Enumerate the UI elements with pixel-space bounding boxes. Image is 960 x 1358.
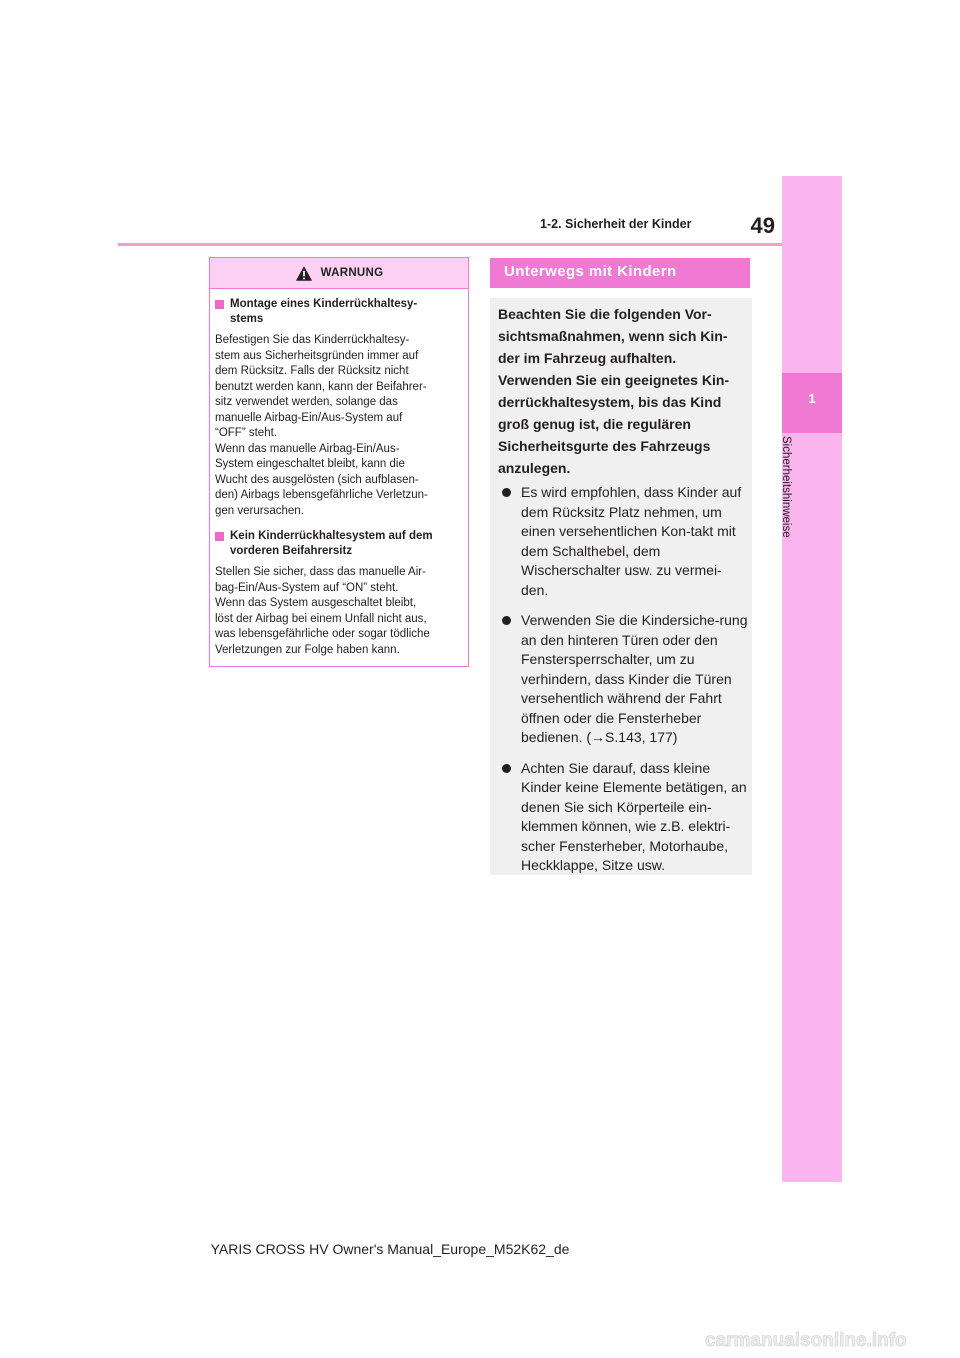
warning-box — [209, 257, 469, 667]
square-bullet-icon — [215, 532, 224, 541]
list-item-text: Achten Sie darauf, dass kleine Kinder keine Elemente betätigen, an denen Sie sich Körperteile ein-klemmen können, wie z.B. elektri-scher Fensterheber, Motorhaube, Heckklappe, Sitze usw. — [521, 759, 747, 873]
warning-section-heading — [215, 529, 456, 559]
watermark-logo — [703, 1324, 953, 1354]
bullet-list — [498, 483, 748, 887]
bullet-dot-icon — [502, 764, 511, 773]
list-item — [498, 483, 748, 600]
page-number: 49 — [750, 213, 775, 238]
chapter-number: 1 — [808, 391, 816, 406]
intro-line: Verwenden Sie ein geeignetes Kin- — [498, 372, 730, 388]
bullet-dot-icon — [502, 616, 511, 625]
intro-line: Sicherheitsgurte des Fahrzeugs — [498, 438, 711, 454]
warning-section-heading — [215, 297, 456, 327]
section-heading: 1-2. Sicherheit der Kinder — [540, 217, 692, 231]
info-intro — [498, 303, 748, 479]
chapter-title: Sicherheitshinweise — [780, 436, 792, 538]
intro-line: derrückhaltesystem, bis das Kind — [498, 394, 722, 410]
info-header — [490, 258, 750, 288]
list-item-text: Verwenden Sie die Kindersiche-rung an den hinteren Türen oder den Fenstersperrschalter, um zu verhindern, dass Kinder die Türen versehentlich während der Fahrt öffnen oder die Fensterheber bedienen. (→S.143, 177) — [521, 612, 748, 745]
chapter-title-wrap — [764, 436, 824, 566]
list-item-text: Es wird empfohlen, dass Kinder auf dem Rücksitz Platz nehmen, um einen versehentlichen Kon-takt mit dem Schalthebel, dem Wischerschalter usw. zu vermei-den. — [521, 484, 742, 598]
info-box — [490, 298, 752, 875]
intro-line: Beachten Sie die folgenden Vor- — [498, 306, 712, 322]
square-bullet-icon — [215, 300, 224, 309]
warning-section-text: Stellen Sie sicher, dass das manuelle Air- bag-Ein/Aus-System auf “ON” steht. Wenn das System ausgeschaltet bleibt, löst der Airbag bei einem Unfall nicht aus, was lebensgefährliche oder sogar tödliche Verletzungen zur Folge haben kann. — [215, 566, 430, 656]
warning-title: WARNUNG — [320, 267, 384, 279]
list-item — [498, 611, 748, 748]
info-title: Unterwegs mit Kindern — [504, 263, 677, 280]
warning-header — [210, 258, 468, 289]
bullet-dot-icon — [502, 488, 511, 497]
warning-section-heading-text: Montage eines Kinderrückhaltesy- stems — [230, 298, 418, 325]
list-item — [498, 759, 748, 876]
chapter-side-tab — [782, 176, 842, 1182]
header-rule — [118, 243, 782, 246]
warning-section-heading-text: Kein Kinderrückhaltesystem auf dem vorderen Beifahrersitz — [230, 530, 433, 557]
warning-section-text: Befestigen Sie das Kinderrückhaltesy- stem aus Sicherheitsgründen immer auf dem Rücksitz. Falls der Rücksitz nicht benutzt werden kann, kann der Beifahrer- sitz verwendet werden, solange das manuelle Airbag-Ein/Aus-System auf “OFF” steht. Wenn das manuelle Airbag-Ein/Aus- System eingeschaltet bleibt, kann die Wucht des ausgelösten (sich aufblasen- den) Airbags lebensgefährliche Verletzun- gen verursachen. — [215, 334, 428, 517]
intro-line: anzulegen. — [498, 460, 571, 476]
footer-text: YARIS CROSS HV Owner's Manual_Europe_M52K62_de — [210, 1241, 570, 1257]
warning-body — [210, 289, 468, 658]
intro-line: sichtsmaßnahmen, wenn sich Kin- — [498, 328, 728, 344]
warning-triangle-icon — [295, 265, 313, 282]
watermark-text: carmanualsonline.info — [705, 1330, 907, 1351]
intro-line: der im Fahrzeug aufhalten. — [498, 350, 677, 366]
intro-line: groß genug ist, die regulären — [498, 416, 691, 432]
